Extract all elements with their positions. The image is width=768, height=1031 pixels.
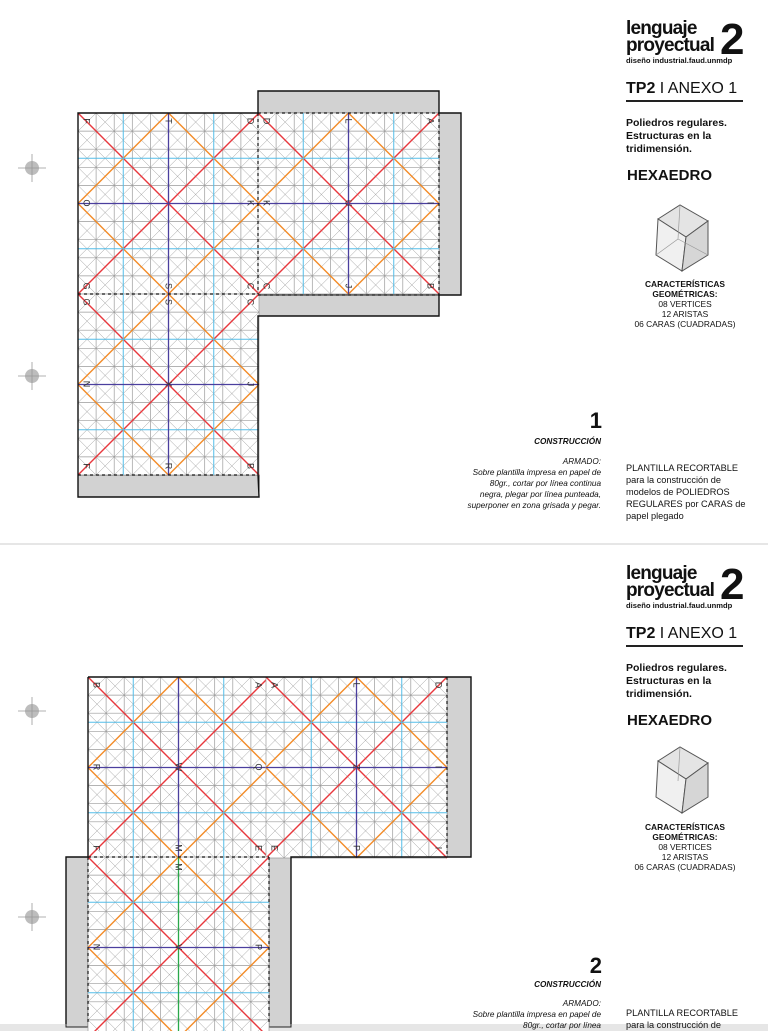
vertex-label: N <box>92 944 102 951</box>
vertex-label: D <box>434 682 444 689</box>
vertex-label: T <box>164 118 174 124</box>
vertex-label: A <box>254 682 264 688</box>
brand-number: 2 <box>720 20 744 60</box>
registration-mark <box>18 154 46 182</box>
property-faces: 06 CARAS (CUADRADAS) <box>626 862 744 872</box>
vertex-label: D <box>262 118 272 125</box>
properties-title: CARACTERÍSTICAS GEOMÉTRICAS: <box>626 822 744 842</box>
brand-line-2: proyectual <box>626 37 756 54</box>
brand-subtitle: diseño industrial.faud.unmdp <box>626 56 732 65</box>
assignment-code: TP2 <box>626 80 655 97</box>
property-faces: 06 CARAS (CUADRADAS) <box>626 319 744 329</box>
glue-tab <box>78 475 259 497</box>
vertex-label: O <box>82 199 92 206</box>
step-label: CONSTRUCCIÓN <box>470 980 601 989</box>
vertex-label: G <box>82 282 92 289</box>
vertex-label: Q <box>254 763 264 770</box>
assignment-heading <box>626 80 737 98</box>
brand-logo <box>626 20 756 54</box>
vertex-label: M <box>174 844 184 852</box>
brand-logo <box>626 565 756 599</box>
vertex-label: U <box>344 200 354 207</box>
template-note: PLANTILLA RECORTABLE para la construcción de modelos de POLIEDROS REGULARES por CARAS de papel plegado <box>626 462 756 522</box>
step-label: CONSTRUCCIÓN <box>470 437 601 446</box>
vertex-label: N <box>82 381 92 388</box>
vertex-label: W <box>174 763 184 772</box>
vertex-label: K <box>262 200 272 206</box>
vertex-label: S <box>164 299 174 305</box>
vertex-label: E <box>254 845 264 851</box>
assembly-instructions <box>466 456 601 511</box>
vertex-label: F <box>82 118 92 124</box>
registration-mark <box>18 903 46 931</box>
glue-tab <box>269 857 291 1027</box>
vertex-label: S <box>164 283 174 289</box>
vertex-label: C <box>246 283 256 290</box>
vertex-label: J <box>344 284 354 289</box>
geometric-properties <box>626 822 744 872</box>
brand-line-1: lenguaje <box>626 565 756 582</box>
property-vertices: 08 VERTICES <box>626 299 744 309</box>
vertex-label: I <box>434 766 444 769</box>
cube-illustration <box>652 203 712 275</box>
glue-tab <box>66 857 88 1027</box>
geometric-properties <box>626 279 744 329</box>
cube-illustration <box>652 745 712 817</box>
vertex-label: G <box>82 298 92 305</box>
vertex-label: X <box>164 381 174 387</box>
subject-subtitle: Poliedros regulares. Estructuras en la tridimensión. <box>626 662 756 701</box>
vertex-label: A <box>426 118 436 124</box>
template-sheet-2 <box>0 545 768 1024</box>
assembly-title: ARMADO: <box>466 998 601 1009</box>
vertex-label: F <box>92 845 102 851</box>
glue-tab <box>447 677 471 857</box>
brand-number: 2 <box>720 565 744 605</box>
vertex-label: I <box>434 847 444 850</box>
property-edges: 12 ARISTAS <box>626 852 744 862</box>
vertex-label: F <box>82 463 92 469</box>
assignment-annex: I ANEXO 1 <box>660 80 737 97</box>
vertex-label: R <box>92 764 102 771</box>
vertex-label: P <box>352 845 362 851</box>
vertex-label: R <box>164 463 174 470</box>
vertex-label: J <box>246 382 256 387</box>
step-number: 2 <box>560 953 602 979</box>
shape-name: HEXAEDRO <box>627 712 712 729</box>
property-vertices: 08 VERTICES <box>626 842 744 852</box>
vertex-label: I <box>426 202 436 205</box>
assignment-code: TP2 <box>626 625 655 642</box>
step-number: 1 <box>560 408 602 434</box>
assembly-instructions <box>466 998 601 1031</box>
shape-name: HEXAEDRO <box>627 167 712 184</box>
glue-tab <box>439 113 461 295</box>
vertex-label: P <box>254 944 264 950</box>
vertex-label: D <box>246 118 256 125</box>
registration-mark <box>18 362 46 390</box>
glue-tab <box>258 91 439 113</box>
vertex-label: A <box>270 682 280 688</box>
assignment-annex: I ANEXO 1 <box>660 625 737 642</box>
heading-divider <box>626 645 743 647</box>
vertex-label: V <box>174 944 184 950</box>
vertex-label: M <box>174 863 184 871</box>
vertex-label: L <box>344 118 354 123</box>
subject-subtitle: Poliedros regulares. Estructuras en la tridimensión. <box>626 117 756 156</box>
vertex-label: C <box>262 283 272 290</box>
vertex-label: B <box>92 682 102 688</box>
assembly-text: Sobre plantilla impresa en papel de 80gr., cortar por línea <box>473 1010 601 1030</box>
heading-divider <box>626 100 743 102</box>
vertex-label: B <box>246 463 256 469</box>
property-edges: 12 ARISTAS <box>626 309 744 319</box>
template-note: PLANTILLA RECORTABLE para la construcción de <box>626 1007 756 1031</box>
vertex-label: L <box>352 682 362 687</box>
assembly-title: ARMADO: <box>466 456 601 467</box>
vertex-label: Z <box>352 764 362 770</box>
brand-line-2: proyectual <box>626 582 756 599</box>
assembly-text: Sobre plantilla impresa en papel de 80gr., cortar por línea continua negra, plegar por línea punteada, superponer en zona grisada y pegar. <box>467 468 601 510</box>
brand-subtitle: diseño industrial.faud.unmdp <box>626 601 732 610</box>
vertex-label: B <box>426 283 436 289</box>
vertex-label: K <box>246 200 256 206</box>
vertex-label: C <box>246 299 256 306</box>
registration-mark <box>18 697 46 725</box>
vertex-label: E <box>270 845 280 851</box>
assignment-heading <box>626 625 737 643</box>
brand-line-1: lenguaje <box>626 20 756 37</box>
properties-title: CARACTERÍSTICAS GEOMÉTRICAS: <box>626 279 744 299</box>
glue-tab <box>258 295 439 316</box>
